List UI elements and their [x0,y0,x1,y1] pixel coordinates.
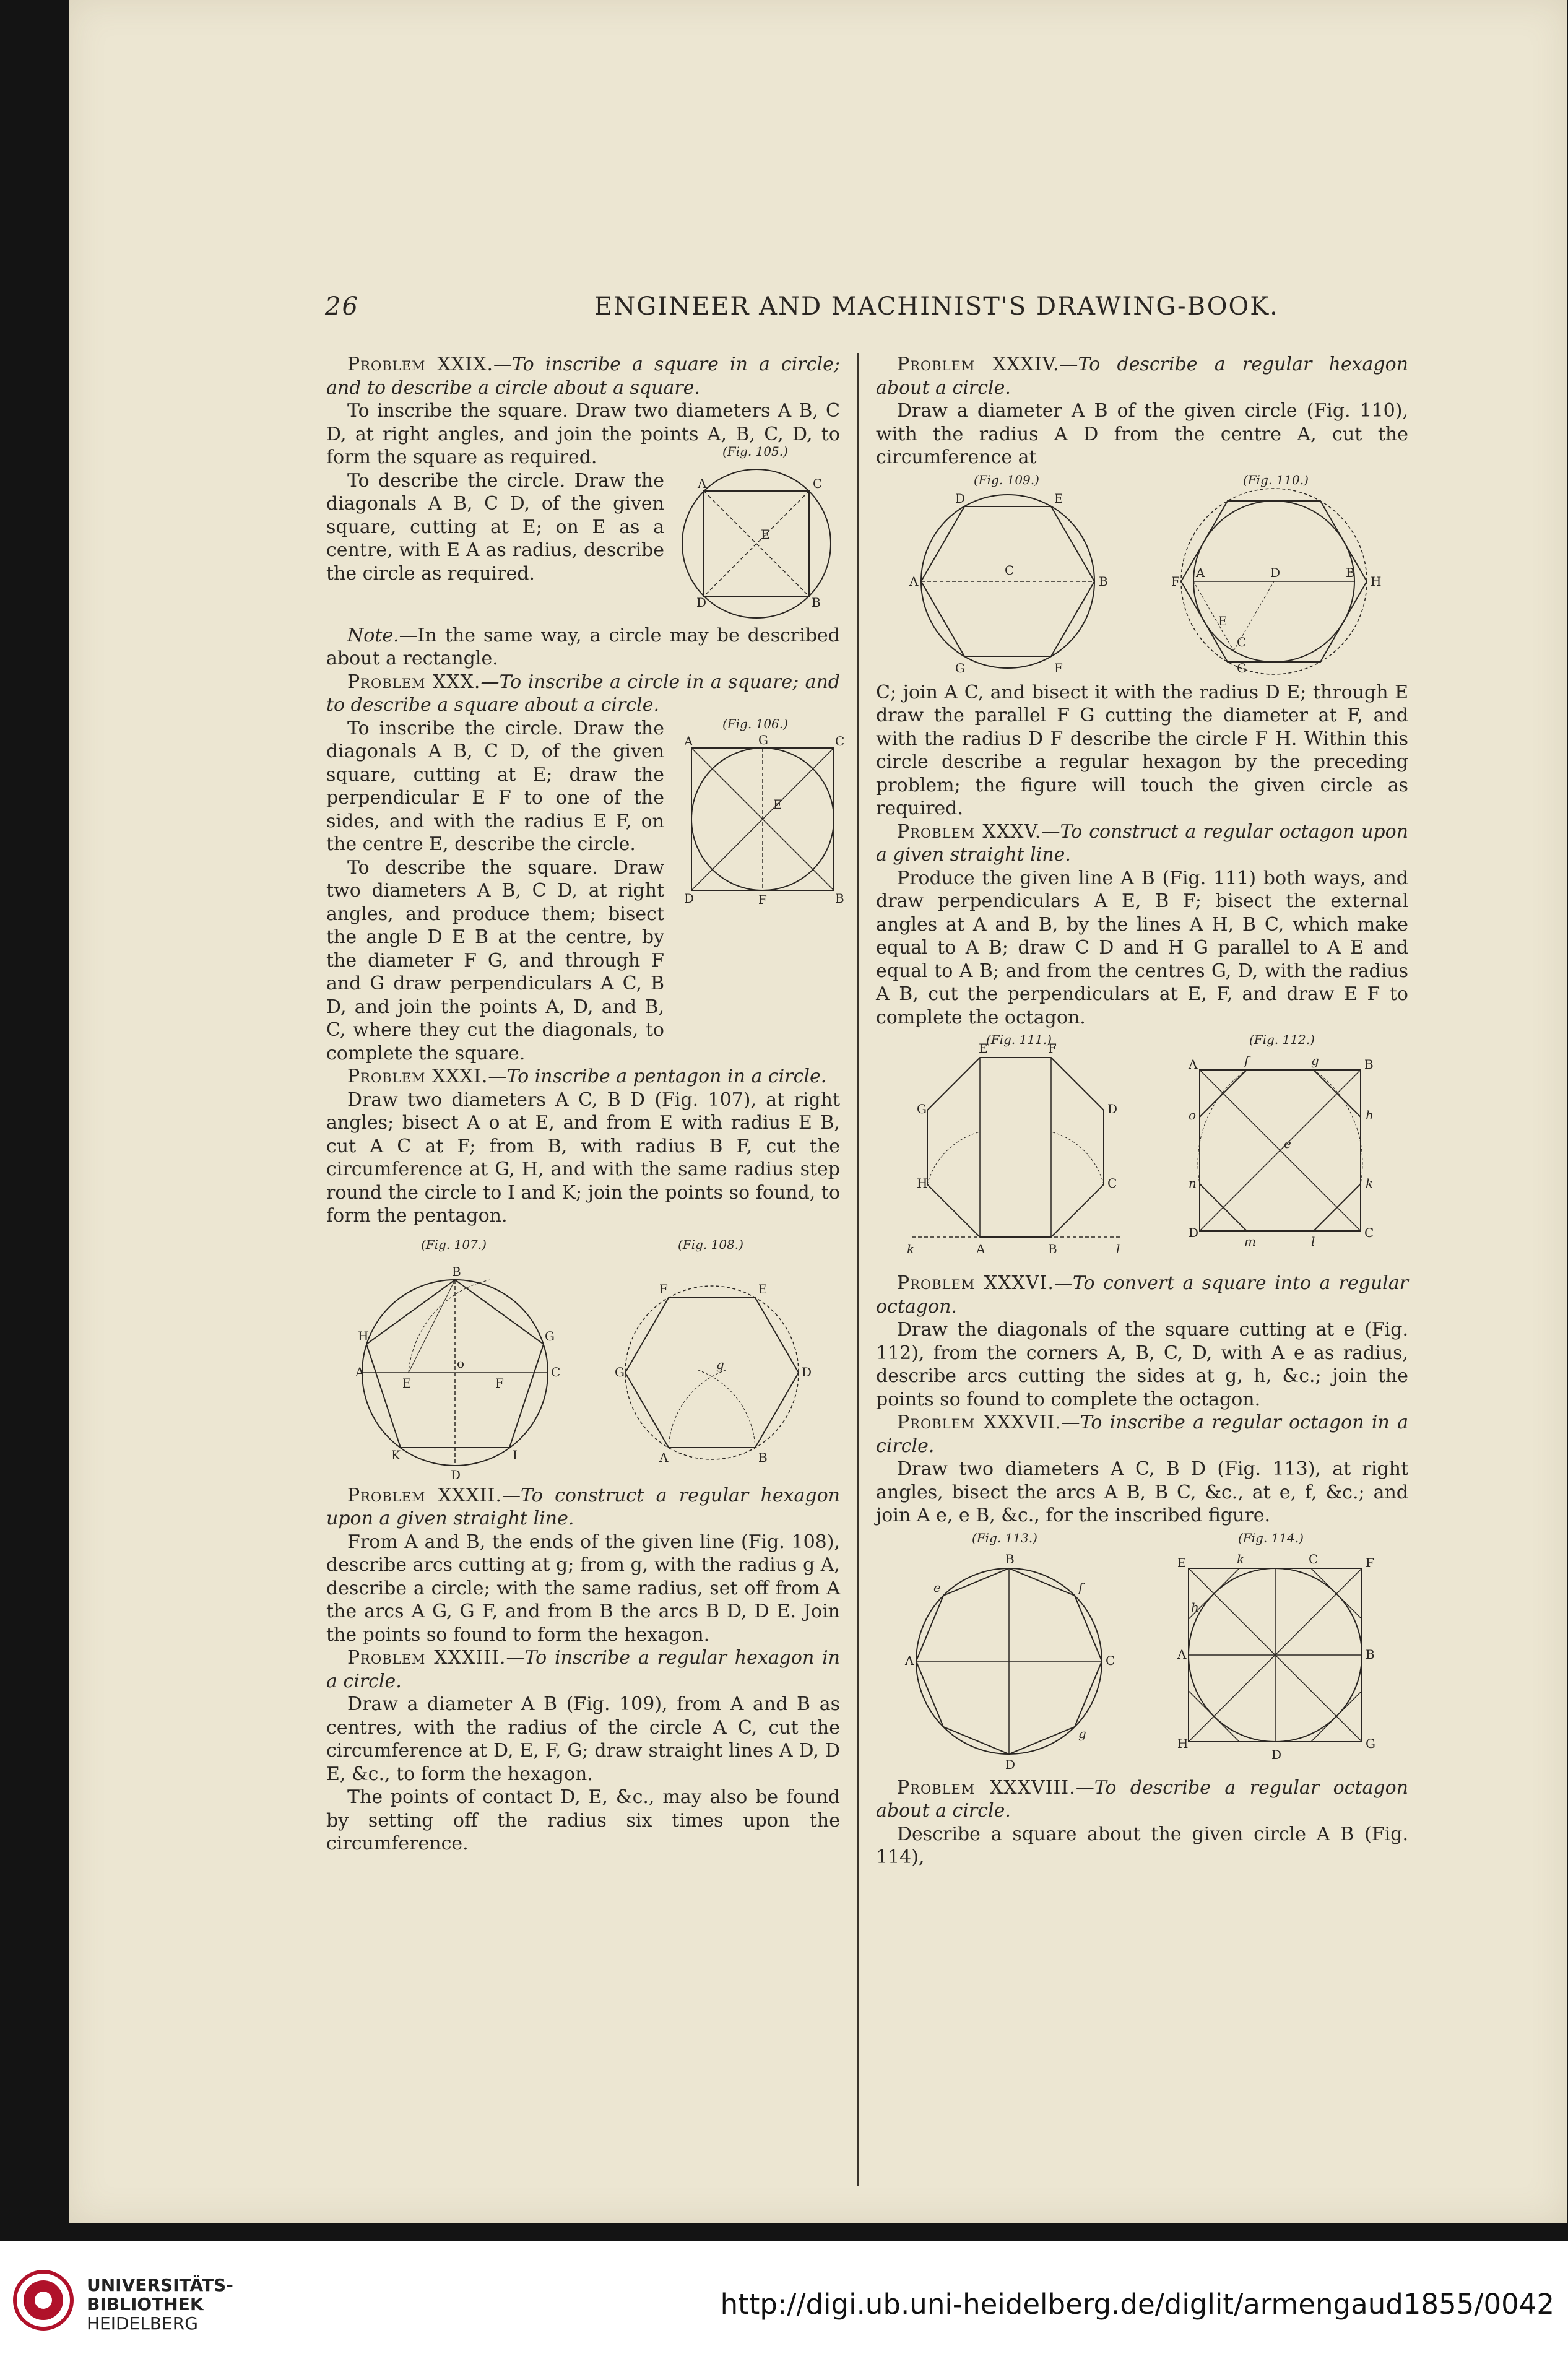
problem-34-text-1: Draw a diameter A B of the given circle (Fig. 110), with the radius A D from the centre A, cut the circumference at [876,400,1408,468]
problem-34-text-2: C; join A C, and bisect it with the radius D E; through E draw the parallel F G cutting the diameter at F, and with the radius D F describe the circle F H. Within this circle describe a regular hexagon by the preceding problem; the figure will touch the given circle as required. [876,681,1408,819]
svg-text:C: C [1364,1225,1374,1240]
svg-text:G: G [758,732,768,747]
figure-114-caption: (Fig. 114.) [1238,1530,1304,1545]
running-title: ENGINEER AND MACHINIST'S DRAWING-BOOK. [594,292,1279,321]
figure-110 [1169,473,1379,677]
figure-109-caption: (Fig. 109.) [973,472,1039,487]
svg-text:E: E [402,1375,412,1391]
svg-text:h: h [1191,1599,1199,1615]
figure-105 [673,445,840,624]
library-name-line-2: BIBLIOTHEK [87,2294,204,2314]
library-name [87,2275,233,2333]
svg-text:G: G [955,660,965,676]
problem-34-heading: Problem XXXIV.—To describe a regular hexagon about a circle. [876,354,1408,399]
library-name-line-3: HEIDELBERG [87,2313,198,2334]
problem-29-text-2: To describe the circle. Draw the diagonals A B, C D, of the given square, cutting at E; on E as a centre, with E A as radius, describe the circle as required. [326,469,664,584]
figure-113-caption: (Fig. 113.) [972,1530,1037,1545]
svg-text:g: g [1078,1726,1086,1741]
figure-108-caption: (Fig. 108.) [677,1236,743,1252]
svg-text:f: f [1244,1053,1249,1068]
problem-29-heading: Problem XXIX.—To inscribe a square in a circle; and to describe a circle about a square. [326,354,840,399]
svg-text:A: A [1188,1057,1197,1072]
figure-105-caption: (Fig. 105.) [722,443,788,459]
column-rule [857,353,859,2186]
svg-text:k: k [906,1241,914,1256]
svg-text:n: n [1188,1176,1197,1191]
svg-text:k: k [1365,1176,1373,1191]
svg-text:o: o [1188,1108,1196,1123]
svg-text:C: C [835,733,845,749]
problem-30-text-2: To describe the square. Draw two diameters A B, C D, at right angles, and produce them; bisect the angle D E B at the centre, by the diameter F G, and through F and G draw perpendiculars A C, B D, and join the points A, D, and B, C, where they cut the diagonals, to complete the square. [326,856,664,1064]
problem-33-text-1: Draw a diameter A B (Fig. 109), from A and B as centres, with the radius of the circle A C, cut the circumference at D, E, F, G; draw straight lines A D, D E, &c., to form the hexagon. [326,1693,840,1785]
figure-108 [610,1236,814,1484]
figure-107 [353,1236,560,1484]
svg-text:k: k [1237,1551,1245,1566]
svg-text:F: F [758,892,767,907]
svg-text:B: B [451,1264,461,1279]
svg-text:D: D [696,594,707,610]
right-column [876,353,1408,1869]
svg-text:E: E [1218,613,1228,628]
figures-111-112 [876,1033,1408,1268]
figure-113 [904,1531,1114,1773]
svg-text:G: G [544,1328,555,1344]
problem-37-heading: Problem XXXVII.—To inscribe a regular octagon in a circle. [876,1412,1408,1457]
svg-text:e: e [1283,1136,1291,1151]
problem-36-text: Draw the diagonals of the square cutting at e (Fig. 112), from the corners A, B, C, D, with A e as radius, describe arcs cutting the sides at g, h, &c.; join the points so found to complete the octagon. [876,1319,1408,1410]
svg-text:F: F [495,1375,504,1391]
svg-text:A: A [659,1449,668,1465]
svg-text:G: G [1366,1736,1375,1751]
svg-text:B: B [758,1449,768,1465]
svg-text:G: G [1236,660,1247,676]
svg-text:B: B [1047,1241,1057,1256]
svg-text:B: B [1364,1057,1374,1072]
svg-text:G: G [614,1364,625,1379]
svg-text:F: F [1171,573,1180,589]
svg-text:f: f [1078,1579,1083,1595]
svg-text:C: C [1309,1551,1319,1566]
svg-text:F: F [1366,1555,1374,1570]
figures-107-108 [326,1236,840,1484]
source-url-link[interactable]: http://digi.ub.uni-heidelberg.de/diglit/armengaud1855/0042 [720,2288,1554,2321]
svg-text:B: B [1345,565,1355,580]
svg-text:G: G [916,1101,927,1116]
figure-114 [1170,1531,1380,1773]
problem-38-text: Describe a square about the given circle A B (Fig. 114), [876,1823,1408,1868]
problem-31-text: Draw two diameters A C, B D (Fig. 107), at right angles; bisect A o at E, and from E with radius E B, cut A C at F; from B, with radius B F, cut the circumference at G, H, and with the same radius step round the circle to I and K; join the points so found, to form the pentagon. [326,1088,840,1227]
svg-text:l: l [1115,1241,1120,1256]
problem-36-heading: Problem XXXVI.—To convert a square into a regular octagon. [876,1272,1408,1318]
svg-text:F: F [1054,660,1063,676]
left-column [326,353,845,1856]
problem-31-heading: Problem XXXI.—To inscribe a pentagon in a circle. [347,1066,827,1087]
problem-35-text: Produce the given line A B (Fig. 111) both ways, and draw perpendiculars A E, B F; bisect the external angles at A and B, by the lines A H, B C, which make equal to A B; draw C D and H G parallel to A E and equal to A B; and from the centres G, D, with the radius A B, cut the perpendiculars at E, F, and draw E F to complete the octagon. [876,867,1408,1028]
svg-text:A: A [909,573,918,589]
university-seal-icon[interactable] [12,2266,74,2334]
svg-text:D: D [1270,565,1280,580]
problem-30-heading: Problem XXX.—To inscribe a circle in a square; and to describe a square about a circle. [326,671,840,716]
svg-text:g: g [716,1357,724,1372]
figure-111 [899,1033,1128,1268]
svg-text:C: C [1106,1653,1115,1668]
svg-text:g: g [1310,1053,1319,1068]
svg-text:D: D [1107,1101,1117,1116]
svg-text:I: I [512,1447,518,1462]
svg-text:A: A [1195,565,1205,580]
figure-109 [906,473,1110,677]
figure-107-caption: (Fig. 107.) [420,1236,487,1252]
problem-29-note: Note.—In the same way, a circle may be described about a rectangle. [326,624,840,669]
svg-text:B: B [1005,1551,1015,1566]
svg-text:o: o [456,1355,464,1371]
svg-text:E: E [761,526,770,542]
svg-text:B: B [835,890,844,906]
problem-38-heading: Problem XXXVIII.—To describe a regular octagon about a circle. [876,1776,1408,1822]
library-name-line-1: UNIVERSITÄTS- [87,2275,233,2295]
problem-35-heading: Problem XXXV.—To construct a regular octagon upon a given straight line. [876,820,1408,866]
viewer-footer [0,2241,1568,2372]
svg-text:D: D [1188,1225,1198,1240]
svg-text:A: A [1177,1646,1187,1662]
svg-text:A: A [698,476,707,491]
svg-text:B: B [1366,1646,1375,1662]
svg-text:D: D [955,490,965,506]
figure-112-caption: (Fig. 112.) [1249,1032,1315,1047]
svg-text:A: A [355,1364,364,1379]
problem-33-text-2: The points of contact D, E, &c., may also be found by setting off the radius six times upon the circumference. [326,1786,840,1854]
problem-32-text: From A and B, the ends of the given line (Fig. 108), describe arcs cutting at g; from g, with the radius g A, describe a circle; with the same radius, set off from A the arcs A G, G F, and from B the arcs B D, D E. Join the points so found to form the hexagon. [326,1531,840,1646]
problem-33-heading: Problem XXXIII.—To inscribe a regular hexagon in a circle. [326,1647,841,1692]
svg-text:A: A [905,1653,914,1668]
svg-text:B: B [1098,573,1108,589]
page-number: 26 [325,292,359,321]
svg-text:D: D [1005,1757,1016,1772]
svg-text:H: H [916,1176,927,1191]
svg-text:A: A [684,733,693,749]
figure-106-caption: (Fig. 106.) [722,716,788,731]
svg-text:F: F [1047,1041,1057,1056]
svg-text:K: K [391,1447,401,1462]
svg-text:H: H [357,1328,368,1344]
problem-29-text-1: To inscribe the square. Draw two diameters A B, C D, at right angles, and join the points A, B, C, D, to form the square as required. [326,400,840,468]
figure-110-caption: (Fig. 110.) [1242,472,1309,487]
svg-text:e: e [933,1579,941,1595]
svg-text:C: C [550,1364,560,1379]
svg-text:C: C [813,476,823,491]
svg-text:E: E [758,1281,768,1297]
svg-text:A: A [976,1241,985,1256]
figure-111-caption: (Fig. 111.) [985,1032,1052,1047]
figures-109-110 [876,473,1408,677]
svg-text:E: E [1054,490,1063,506]
figure-112 [1175,1033,1385,1268]
problem-30-text-1: To inscribe the circle. Draw the diagonals A B, C D, of the given square, cutting at E; draw the perpendicular E F to one of the sides, and with the radius E F, on the centre E, describe the circle. [326,717,664,855]
svg-text:F: F [659,1281,668,1297]
svg-text:m: m [1244,1234,1256,1249]
svg-text:B: B [812,594,821,610]
svg-text:h: h [1365,1108,1374,1123]
svg-text:D: D [450,1467,461,1482]
svg-text:E: E [773,796,782,812]
problem-32-heading: Problem XXXII.—To construct a regular hexagon upon a given straight line. [326,1484,840,1529]
svg-text:C: C [1107,1176,1117,1191]
svg-text:C: C [1236,634,1246,649]
svg-text:E: E [978,1041,988,1056]
figures-113-114 [876,1531,1408,1773]
svg-text:C: C [1004,562,1014,578]
svg-text:E: E [1177,1555,1187,1570]
problem-37-text: Draw two diameters A C, B D (Fig. 113), at right angles, bisect the arcs A B, B C, &c., at e, f, &c.; and join A e, e B, &c., for the inscribed figure. [876,1458,1408,1526]
svg-text:D: D [801,1364,812,1379]
svg-text:H: H [1370,573,1381,589]
svg-text:D: D [1271,1747,1282,1762]
svg-text:l: l [1310,1234,1315,1249]
svg-text:D: D [684,890,695,906]
svg-text:H: H [1177,1736,1189,1751]
figure-106 [673,716,845,1066]
